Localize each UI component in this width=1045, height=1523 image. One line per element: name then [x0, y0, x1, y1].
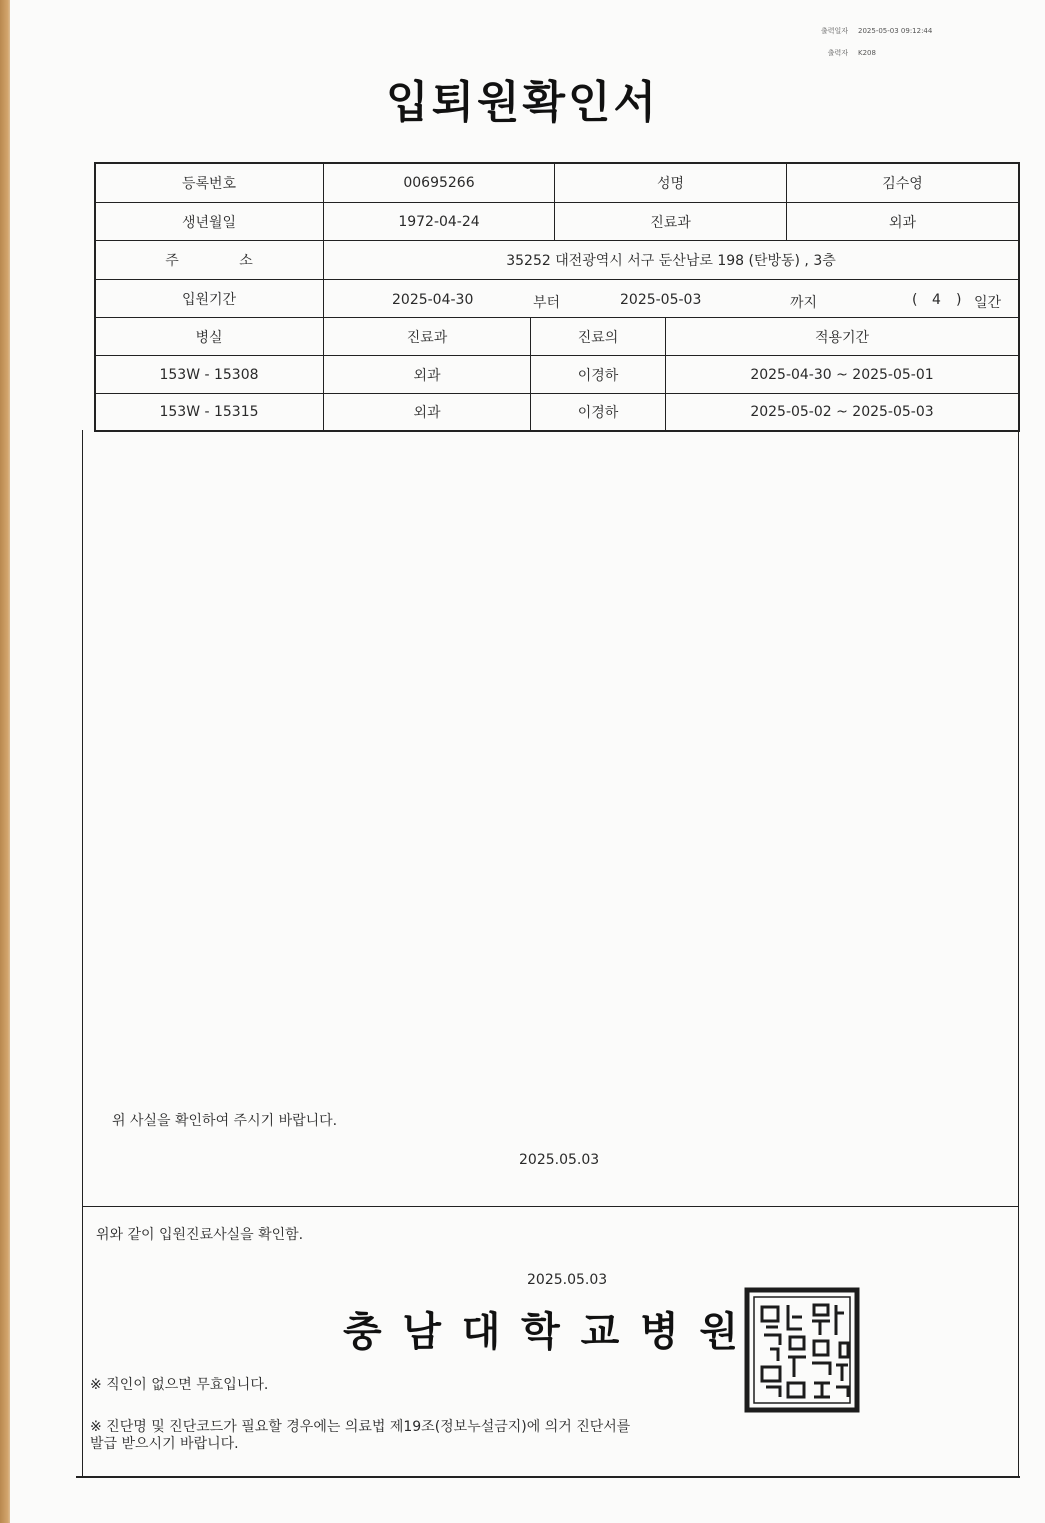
room-number: 153W - 15315: [159, 404, 259, 420]
dept-value: 외과: [888, 214, 917, 231]
room-doctor: 이경하: [577, 367, 619, 384]
hospital-name: [343, 1300, 738, 1357]
reg-no-label: 등록번호: [181, 175, 237, 192]
frame-rule: [82, 430, 83, 1478]
note-diagnosis-line2: 발급 받으시기 바랍니다.: [90, 1436, 239, 1452]
hospital-name-char: 대: [461, 1308, 501, 1355]
admission-from-text: 부터: [533, 295, 561, 311]
table-rule: [1018, 162, 1020, 432]
print-date: [800, 26, 932, 36]
room-period: 2025-04-30 ~ 2025-05-01: [750, 366, 934, 383]
hospital-name-char: 남: [402, 1308, 442, 1355]
print-user-value: K208: [858, 49, 876, 57]
rooms-header-dept: 진료과: [406, 329, 448, 346]
confirm-date: 2025.05.03: [527, 1272, 608, 1288]
name-label: 성명: [656, 175, 685, 192]
hospital-name-char: 학: [521, 1308, 560, 1355]
hospital-name-char: 교: [580, 1308, 620, 1355]
room-period: 2025-05-02 ~ 2025-05-03: [750, 404, 934, 420]
admission-from: 2025-04-30: [392, 292, 474, 308]
hospital-name-char: 충: [343, 1308, 382, 1355]
official-seal: [744, 1287, 860, 1417]
note-diagnosis-line1: ※ 진단명 및 진단코드가 필요할 경우에는 의료법 제19조(정보누설금지)에 의거 진단서를: [90, 1419, 631, 1435]
admission-label: 입원기간: [181, 291, 237, 308]
confirm-text: 위와 같이 입원진료사실을 확인함.: [96, 1227, 304, 1243]
room-dept: 외과: [413, 367, 441, 384]
rooms-header-room: 병실: [195, 329, 223, 346]
reg-no-value: 00695266: [403, 174, 475, 191]
print-date-value: 2025-05-03 09:12:44: [858, 27, 933, 35]
address-label: 주 소: [165, 253, 281, 269]
frame-rule: [76, 1476, 1020, 1478]
admission-to: 2025-05-03: [620, 292, 702, 308]
room-number: 153W - 15308: [159, 366, 259, 383]
admission-days: 4: [932, 292, 941, 308]
print-date-label: 출력일자: [820, 27, 848, 35]
birth-label: 생년월일: [181, 214, 237, 231]
seal-stamp-icon: [744, 1287, 860, 1413]
days-open-paren: (: [912, 292, 918, 308]
frame-rule: [82, 1206, 1019, 1207]
rooms-header-period: 적용기간: [814, 329, 870, 346]
print-user: [800, 48, 876, 58]
hospital-name-char: 병: [639, 1308, 679, 1355]
name-value: 김수영: [882, 175, 923, 192]
days-unit: 일간: [974, 295, 1002, 311]
rooms-header-doctor: 진료의: [577, 329, 619, 346]
dept-label: 진료과: [650, 214, 691, 231]
room-doctor: 이경하: [577, 405, 619, 421]
birth-value: 1972-04-24: [398, 213, 480, 230]
note-seal-validity: ※ 직인이 없으면 무효입니다.: [90, 1377, 269, 1393]
print-user-label: 출력자: [827, 49, 848, 57]
address-value: 35252 대전광역시 서구 둔산남로 198 (탄방동) , 3층: [506, 253, 836, 269]
days-close-paren: ): [956, 292, 962, 308]
admission-to-text: 까지: [790, 295, 818, 311]
request-date: 2025.05.03: [519, 1152, 600, 1168]
hospital-name-char: 원: [699, 1308, 738, 1355]
request-text: 위 사실을 확인하여 주시기 바랍니다.: [112, 1113, 338, 1129]
room-dept: 외과: [413, 405, 441, 421]
frame-rule: [1018, 430, 1019, 1478]
table-rule: [94, 430, 1020, 432]
document-title: 입퇴원확인서: [385, 77, 660, 128]
